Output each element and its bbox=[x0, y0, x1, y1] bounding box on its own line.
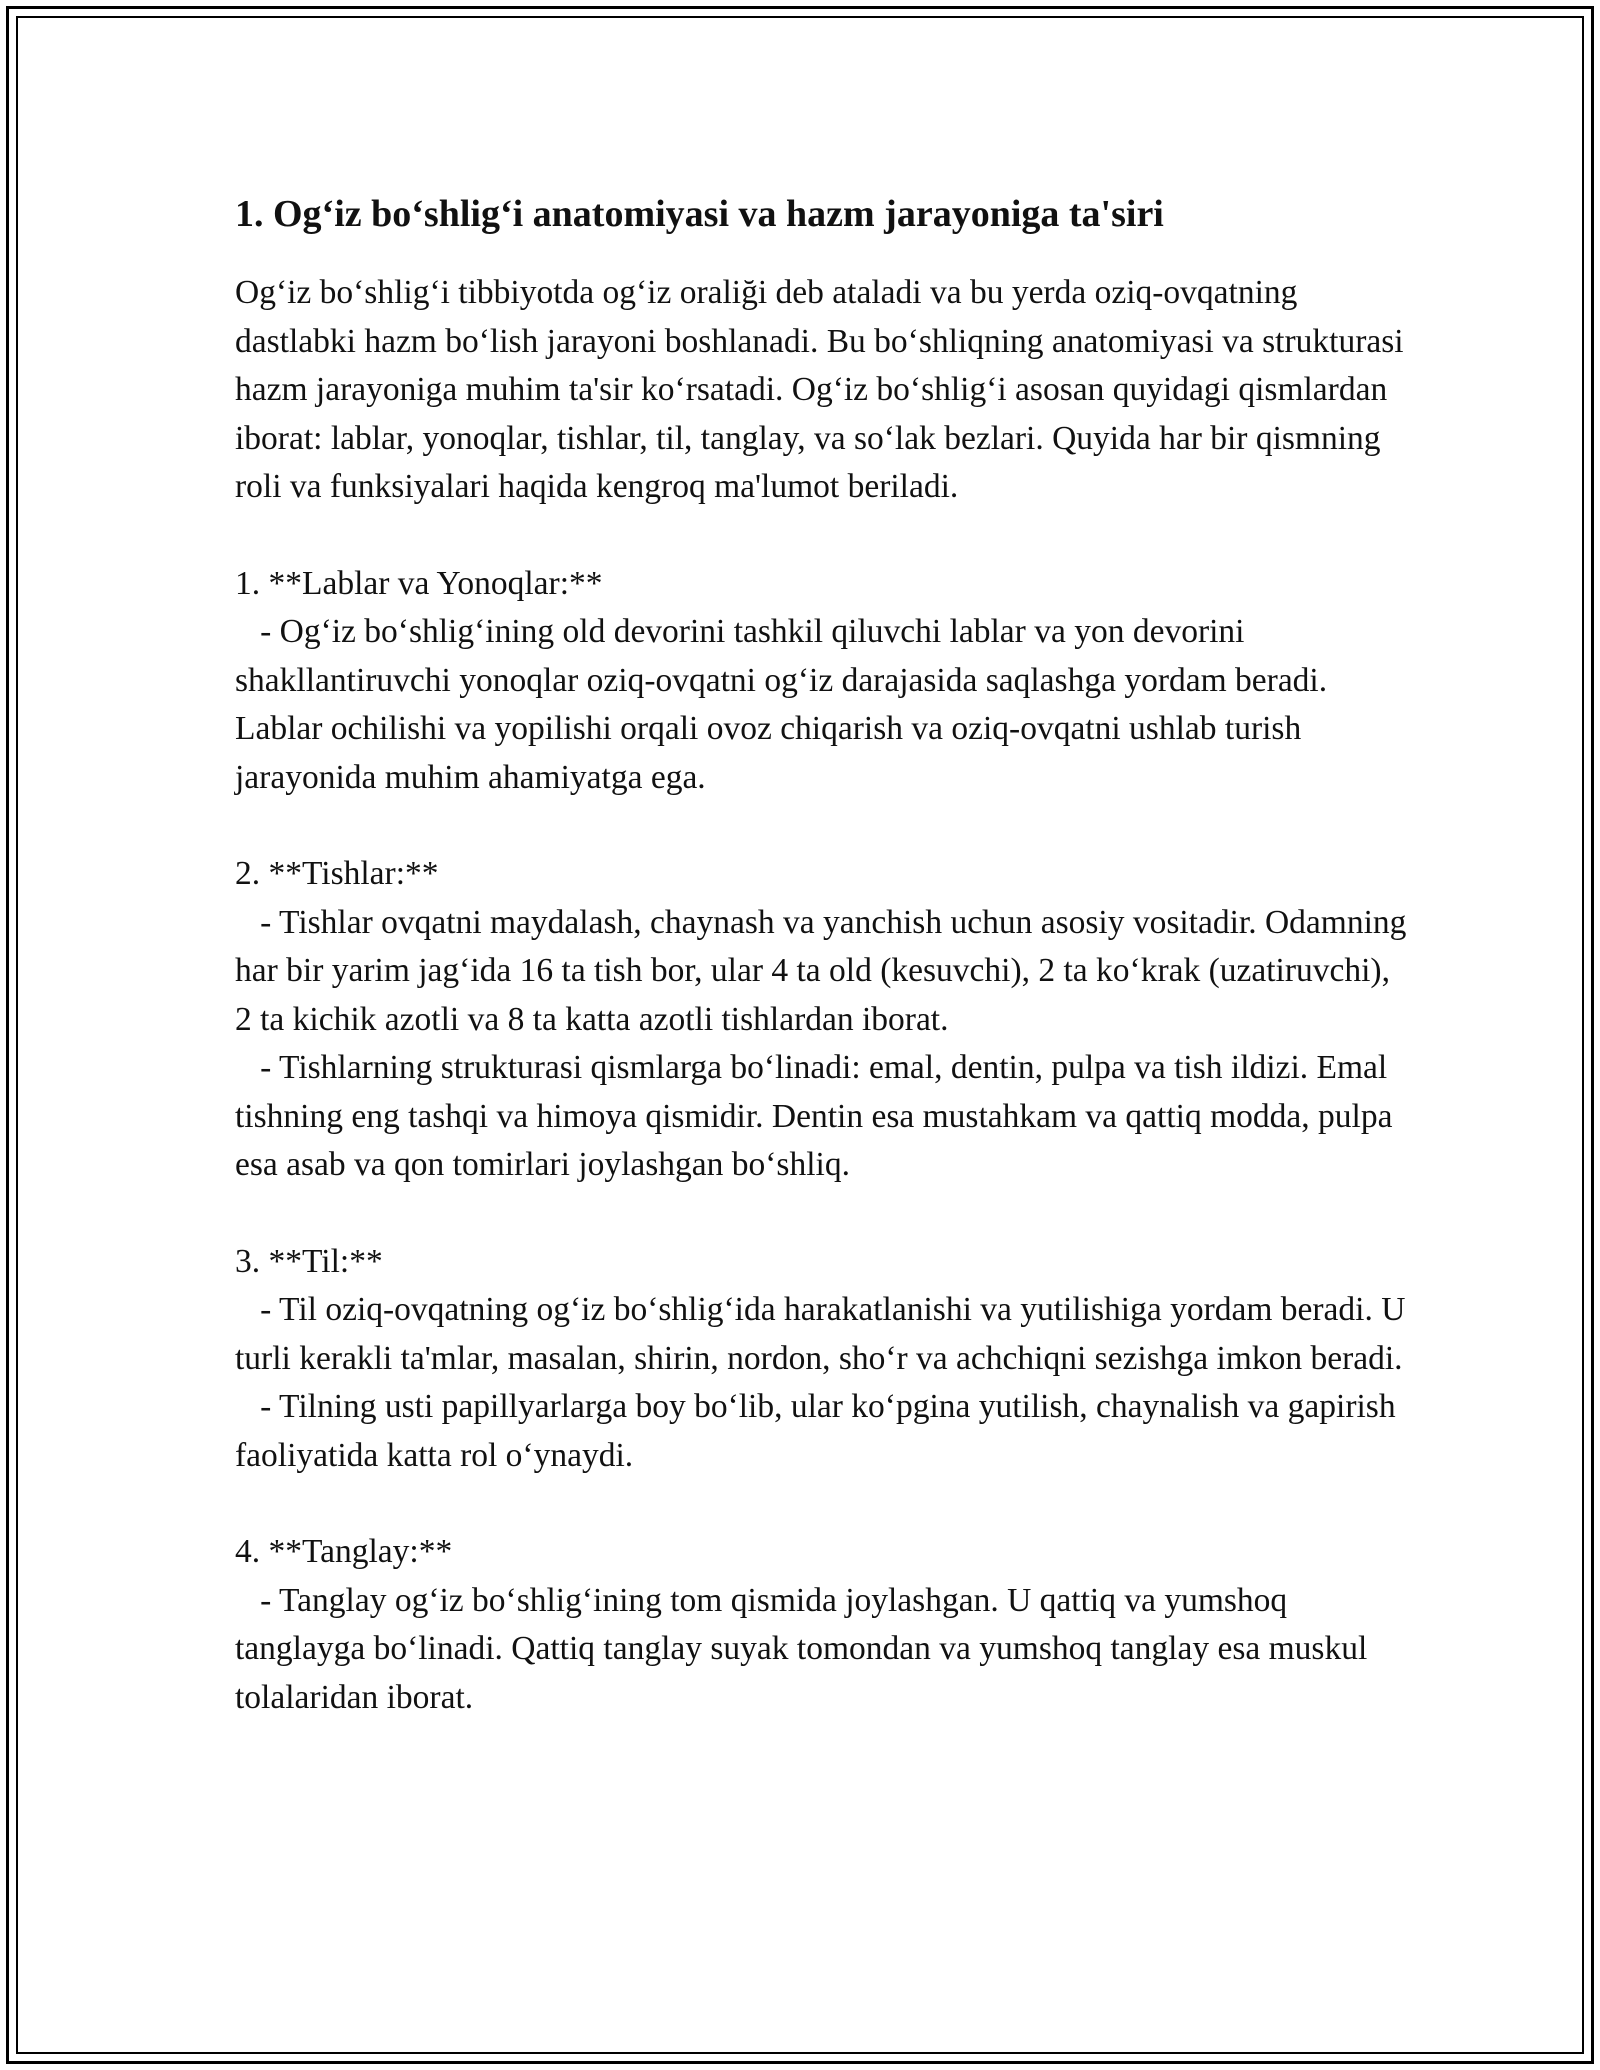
section-tishlar bbox=[235, 850, 1415, 1190]
section-point: - Og‘iz bo‘shlig‘ining old devorini tashkil qiluvchi lablar va yon devorini shakllantiruvchi yonoqlar oziq-ovqatni og‘iz darajasida saqlashga yordam beradi. Lablar ochilishi va yopilishi orqali ovoz chiqarish va oziq-ovqatni ushlab turish jarayonida muhim ahamiyatga ega. bbox=[235, 613, 1336, 796]
document-body bbox=[235, 185, 1415, 1722]
section-heading: 4. **Tanglay:** bbox=[235, 1533, 453, 1570]
section-til bbox=[235, 1238, 1415, 1481]
section-tanglay bbox=[235, 1528, 1415, 1722]
section-heading: 2. **Tishlar:** bbox=[235, 855, 439, 892]
section-point: - Tishlarning strukturasi qismlarga bo‘linadi: emal, dentin, pulpa va tish ildizi. Emal tishning eng tashqi va himoya qismidir. Dentin esa mustahkam va qattiq modda, pulpa esa asab va qon tomirlari joylashgan bo‘shliq. bbox=[235, 1049, 1401, 1183]
section-point: - Tanglay og‘iz bo‘shlig‘ining tom qismida joylashgan. U qattiq va yumshoq tanglayga bo‘linadi. Qattiq tanglay suyak tomondan va yumshoq tanglay esa muskul tolalaridan iborat. bbox=[235, 1581, 1376, 1716]
section-point: - Tishlar ovqatni maydalash, chaynash va yanchish uchun asosiy vositadir. Odamning har bir yarim jag‘ida 16 ta tish bor, ular 4 ta old (kesuvchi), 2 ta ko‘krak (uzatiruvchi), 2 ta kichik azotli va 8 ta katta azotli tishlardan iborat. bbox=[235, 903, 1415, 1038]
section-lablar-yonoqlar bbox=[235, 560, 1415, 803]
section-point: - Tilning usti papillyarlarga boy bo‘lib, ular ko‘pgina yutilish, chaynalish va gapirish faoliyatida katta rol o‘ynaydi. bbox=[235, 1388, 1404, 1474]
document-title: 1. Og‘iz bo‘shlig‘i anatomiyasi va hazm jarayoniga ta'siri bbox=[235, 193, 1164, 235]
section-heading: 3. **Til:** bbox=[235, 1242, 383, 1280]
section-point: - Til oziq-ovqatning og‘iz bo‘shlig‘ida harakatlanishi va yutilishiga yordam beradi. U turli kerakli ta'mlar, masalan, shirin, nordon, sho‘r va achchiqni sezishga imkon beradi. bbox=[235, 1291, 1414, 1377]
intro-paragraph: Og‘iz bo‘shlig‘i tibbiyotda og‘iz oraliği deb ataladi va bu yerda oziq-ovqatning dastlabki hazm bo‘lish jarayoni boshlanadi. Bu bo‘shliqning anatomiyasi va strukturasi hazm jarayoniga muhim ta'sir ko‘rsatadi. Og‘iz bo‘shlig‘i asosan quyidagi qismlardan iborat: lablar, yonoqlar, tishlar, til, tanglay, va so‘lak bezlari. Quyida har bir qismning roli va funksiyalari haqida kengroq ma'lumot beriladi. bbox=[235, 274, 1412, 505]
section-heading: 1. **Lablar va Yonoqlar:** bbox=[235, 564, 603, 602]
